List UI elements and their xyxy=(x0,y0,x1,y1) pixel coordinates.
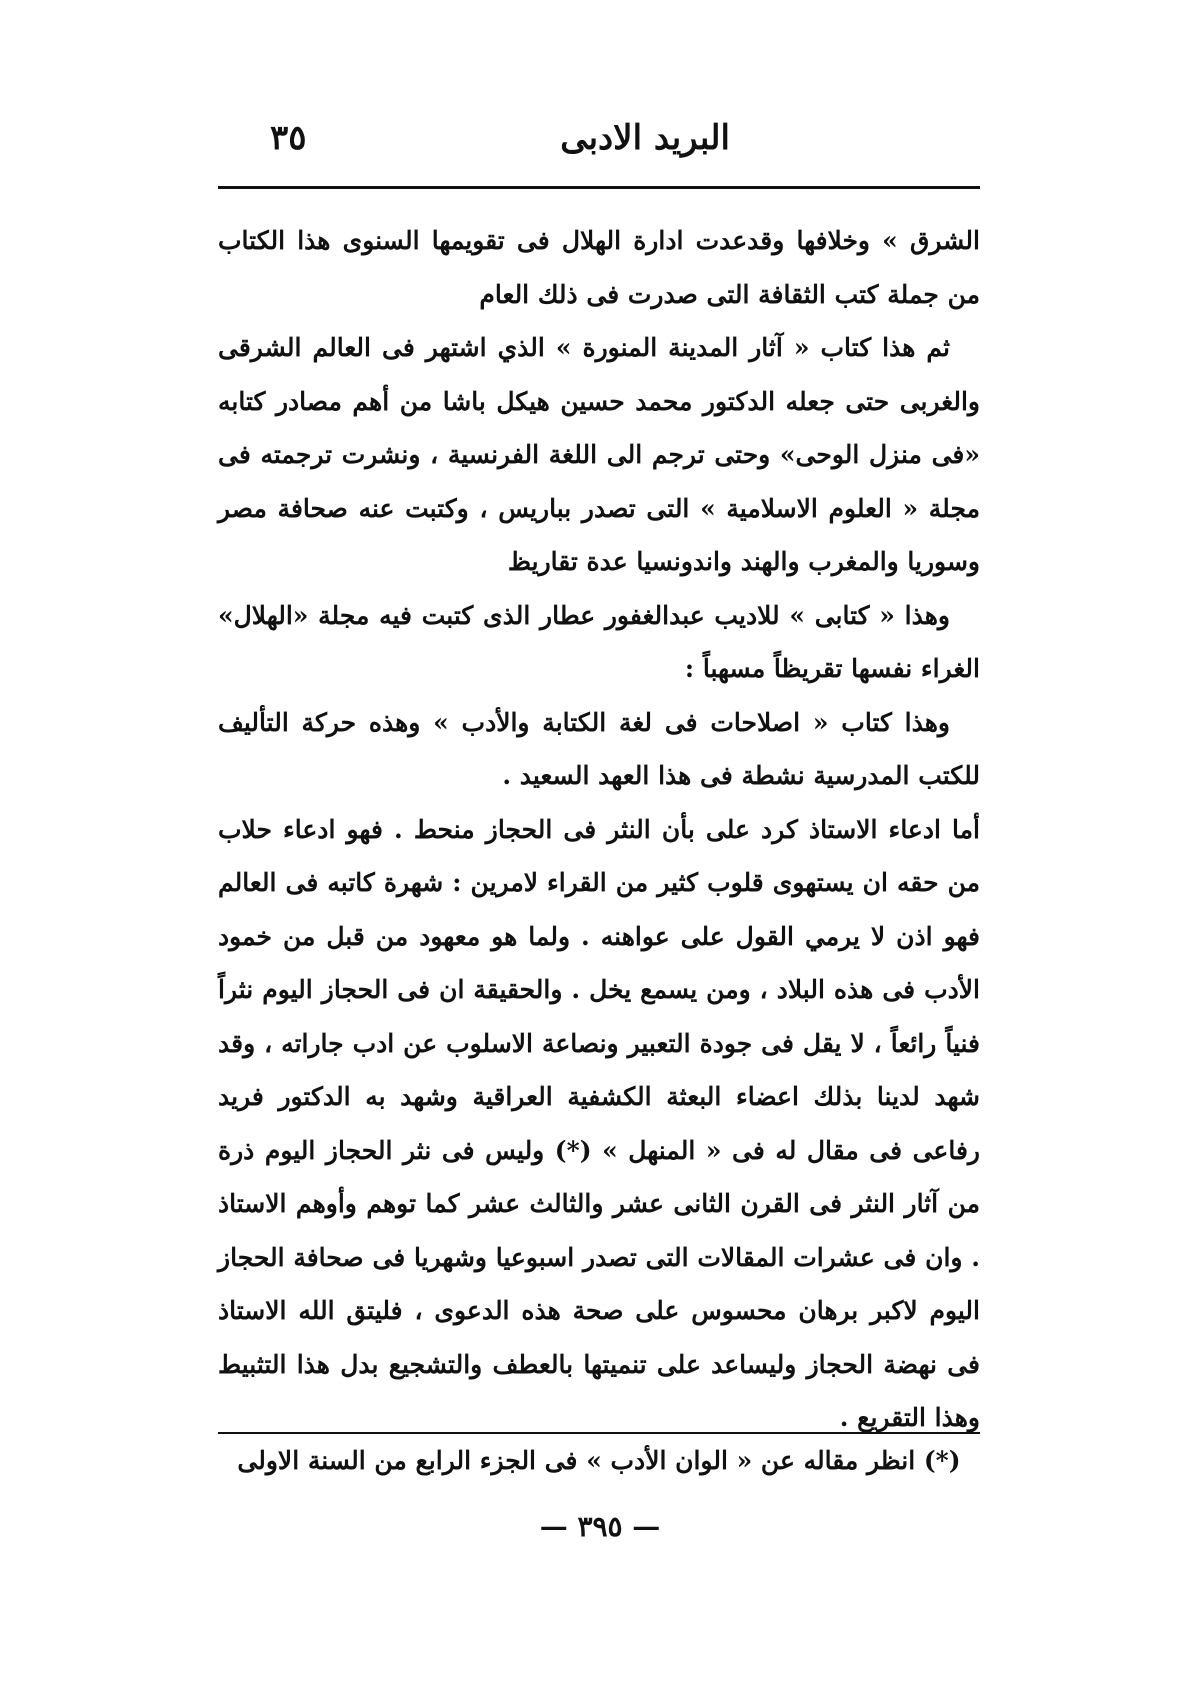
header-rule xyxy=(218,186,980,189)
footnote: (*) انظر مقاله عن « الوان الأدب » فى الجزء الرابع من السنة الاولى xyxy=(237,1446,961,1475)
article-body xyxy=(218,214,980,1445)
paragraph-5: أما ادعاء الاستاذ كرد على بأن النثر فى الحجاز منحط . فهو ادعاء حلاب من حقه ان يستهوى قلوب كثير من القراء لامرين : شهرة كاتبه فى العالم فهو اذن لا يرمي القول على عواهنه . ولما هو معهود من قبل من خمود الأدب فى هذه البلاد ، ومن يسمع يخل . والحقيقة ان فى الحجاز اليوم نثراً فنياً رائعاً ، لا يقل فى جودة التعبير ونصاعة الاسلوب عن ادب جاراته ، وقد شهد لدينا بذلك اعضاء البعثة الكشفية العراقية وشهد به الدكتور فريد رفاعى فى مقال له فى « المنهل » (*) وليس فى نثر الحجاز اليوم ذرة من آثار النثر فى القرن الثانى عشر والثالث عشر كما توهم وأوهم الاستاذ . وان فى عشرات المقالات التى تصدر اسبوعيا وشهريا فى صحافة الحجاز اليوم لاكبر برهان محسوس على صحة هذه الدعوى ، فليتق الله الاستاذ فى نهضة الحجاز وليساعد على تنميتها بالعطف والتشجيع بدل هذا التثبيط وهذا التقريع . xyxy=(218,814,980,1432)
paragraph-1: الشرق » وخلافها وقدعدت ادارة الهلال فى تقويمها السنوى هذا الكتاب من جملة كتب الثقافة التى صدرت فى ذلك العام xyxy=(218,226,980,309)
paragraph-3: وهذا « كتابى » للاديب عبدالغفور عطار الذى كتبت فيه مجلة «الهلال» الغراء نفسها تقريظاً مسهباً : xyxy=(218,600,980,683)
paragraph-2: ثم هذا كتاب « آثار المدينة المنورة » الذي اشتهر فى العالم الشرقى والغربى حتى جعله الدكتور محمد حسين هيكل باشا من أهم مصادر كتابه «فى منزل الوحى» وحتى ترجم الى اللغة الفرنسية ، ونشرت ترجمته فى مجلة « العلوم الاسلامية » التى تصدر بباريس ، وكتبت عنه صحافة مصر وسوريا والمغرب والهند واندونسيا عدة تقاريظ xyxy=(218,333,980,576)
page-number-top: ٣٥ xyxy=(270,118,307,158)
paragraph-4: وهذا كتاب « اصلاحات فى لغة الكتابة والأدب » وهذه حركة التأليف للكتب المدرسية نشطة فى هذا العهد السعيد . xyxy=(218,707,980,790)
running-title: البريد الادبى xyxy=(560,118,730,158)
footnote-rule xyxy=(218,1432,980,1434)
page-number-bottom: — ٣٩٥ — xyxy=(539,1510,661,1543)
page-header xyxy=(220,118,980,178)
